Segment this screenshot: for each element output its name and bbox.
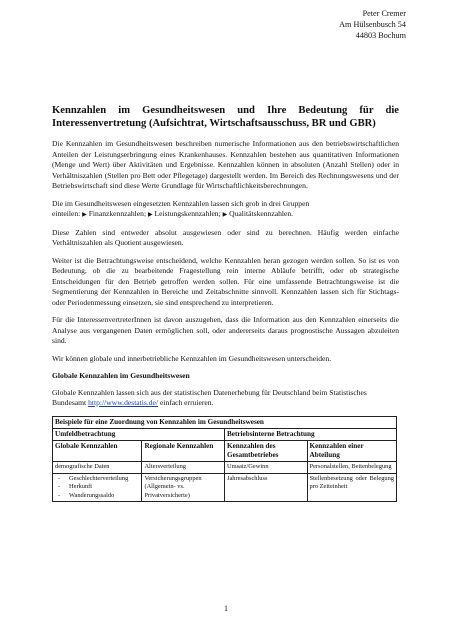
table-row xyxy=(53,473,397,501)
group-item-quality: Qualitätskennzahlen. xyxy=(229,209,294,218)
sender-address xyxy=(339,8,406,41)
table-group-environment: Umfeldbetrachtung xyxy=(53,428,225,440)
sender-name: Peter Cremer xyxy=(362,9,406,18)
table-header-company: Kennzahlen des Gesamtbetriebes xyxy=(224,440,307,461)
table-cell: Stellenbesetzung oder Belegung pro Zeiteinheit xyxy=(307,473,396,501)
paragraph-groups-lead: einteilen: xyxy=(52,209,81,218)
table-cell: demografische Daten xyxy=(53,462,142,473)
sender-street: Am Hülsenbusch 54 xyxy=(339,20,406,29)
table-cell: Altersverteilung xyxy=(142,462,225,473)
document-title: Kennzahlen im Gesundheitswesen und Ihre Bedeutung für die Interessenvertretung (Aufsichtrat, Wirtschaftsausschuss, BR und GBR) xyxy=(52,105,399,129)
paragraph-perspective: Weiter ist die Betrachtungsweise entscheidend, welche Kennzahlen heran gezogen werden sollen. So ist es von Bedeutung, ob die zu bearbeitende Fragestellung rein interne Abläufe betrifft, oder ob strategische Entscheidungen für den Betrieb getroffen werden sollen. Für eine umfassende Betrachtungsweise ist die Segmentierung der Kennzahlen in Bereiche und Zeitabschnitte sinnvoll. Kennzahlen lassen sich für Stichtags- oder Periodenmessung einsetzen, sie sind entsprechend zu interpretieren. xyxy=(52,255,399,307)
table-group-internal: Betriebsinterne Betrachtung xyxy=(224,428,396,440)
indicator-table xyxy=(52,416,397,502)
list-item: - Geschlechterverteilung xyxy=(55,475,139,483)
table-header-department: Kennzahlen einer Abteilung xyxy=(307,440,396,461)
triangle-bullet-icon: ▶ xyxy=(222,212,228,218)
paragraph-representatives: Für die InteressenvertreterInnen ist davon auszugehen, dass die Information aus den Kennzahlen einerseits die Analyse aus vergangenen Daten ermöglichen soll, oder andererseits daraus prognostische Aussagen abzuleiten sind. xyxy=(52,315,399,345)
table-header-regional: Regionale Kennzahlen xyxy=(142,440,225,461)
triangle-bullet-icon: ▶ xyxy=(147,212,153,218)
paragraph-absolute-values: Diese Zahlen sind entweder absolut ausgewiesen oder sind zu berechnen. Häufig werden einfache Verhältniszahlen als Quotient ausgewiesen. xyxy=(52,227,399,247)
global-source-text: Globale Kennzahlen lassen sich aus der statistischen Datenerhebung für Deutschland beim Statistisches Bundesamt xyxy=(52,387,367,407)
section-heading: Globale Kennzahlen im Gesundheitswesen xyxy=(52,371,190,380)
paragraph-groups xyxy=(52,199,399,221)
global-source-text-end: einfach erruieren. xyxy=(159,398,214,407)
paragraph-global-source xyxy=(52,388,399,409)
group-item-performance: Leistungskennzahlen; xyxy=(154,209,221,218)
dash-list xyxy=(55,475,139,500)
table-cell xyxy=(53,473,142,501)
group-item-finance: Finanzkennzahlen; xyxy=(88,209,147,218)
table-caption: Beispiele für eine Zuordnung von Kennzahlen im Gesundheitswesen xyxy=(53,416,397,428)
table-cell: Umsatz/Gewinn xyxy=(224,462,307,473)
destatis-link[interactable]: http://www.destatis.de/ xyxy=(88,398,159,407)
triangle-bullet-icon: ▶ xyxy=(82,212,87,218)
table-cell: Jahresabschluss xyxy=(224,473,307,501)
table-header-global: Globale Kennzahlen xyxy=(53,440,142,461)
paragraph-definition: Die Kennzahlen im Gesundheitswesen beschreiben numerische Informationen aus den betriebswirtschaftlichen Anteilen der Leistungserbringung eines Krankenhauses. Kennzahlen bestehen aus quantitativen Informationen (Menge und Wert) über Aktivitäten und Ergebnisse. Kennzahlen können in absoluten (Anzahl Stellen) oder in Verhältniszahlen (Stellen pro Bett oder Pflegetage) dargestellt werden. Im Bereich des Rechnungswesens und der Betriebswirtschaft sind diese Werte Grundlage für Wirtschaftlichkeitsberechnungen. xyxy=(52,139,399,190)
document-body xyxy=(52,104,399,502)
table-cell: Versicherungsgruppen (Allgemein- vs. Privatversicherte) xyxy=(142,473,225,501)
list-item: - Herkunft xyxy=(55,483,139,491)
paragraph-distinction: Wir können globale und innerbetriebliche Kennzahlen im Gesundheitswesen unterscheiden. xyxy=(52,353,332,363)
page-number: 1 xyxy=(224,604,228,613)
table-cell: Personalstellen, Bettenbelegung xyxy=(307,462,396,473)
table-row xyxy=(53,462,397,473)
list-item: - Wanderungssaldo xyxy=(55,492,139,500)
sender-city: 44803 Bochum xyxy=(355,31,406,40)
paragraph-groups-intro: Die im Gesundheitswesen eingesetzten Kennzahlen lassen sich grob in drei Gruppen xyxy=(52,198,310,208)
